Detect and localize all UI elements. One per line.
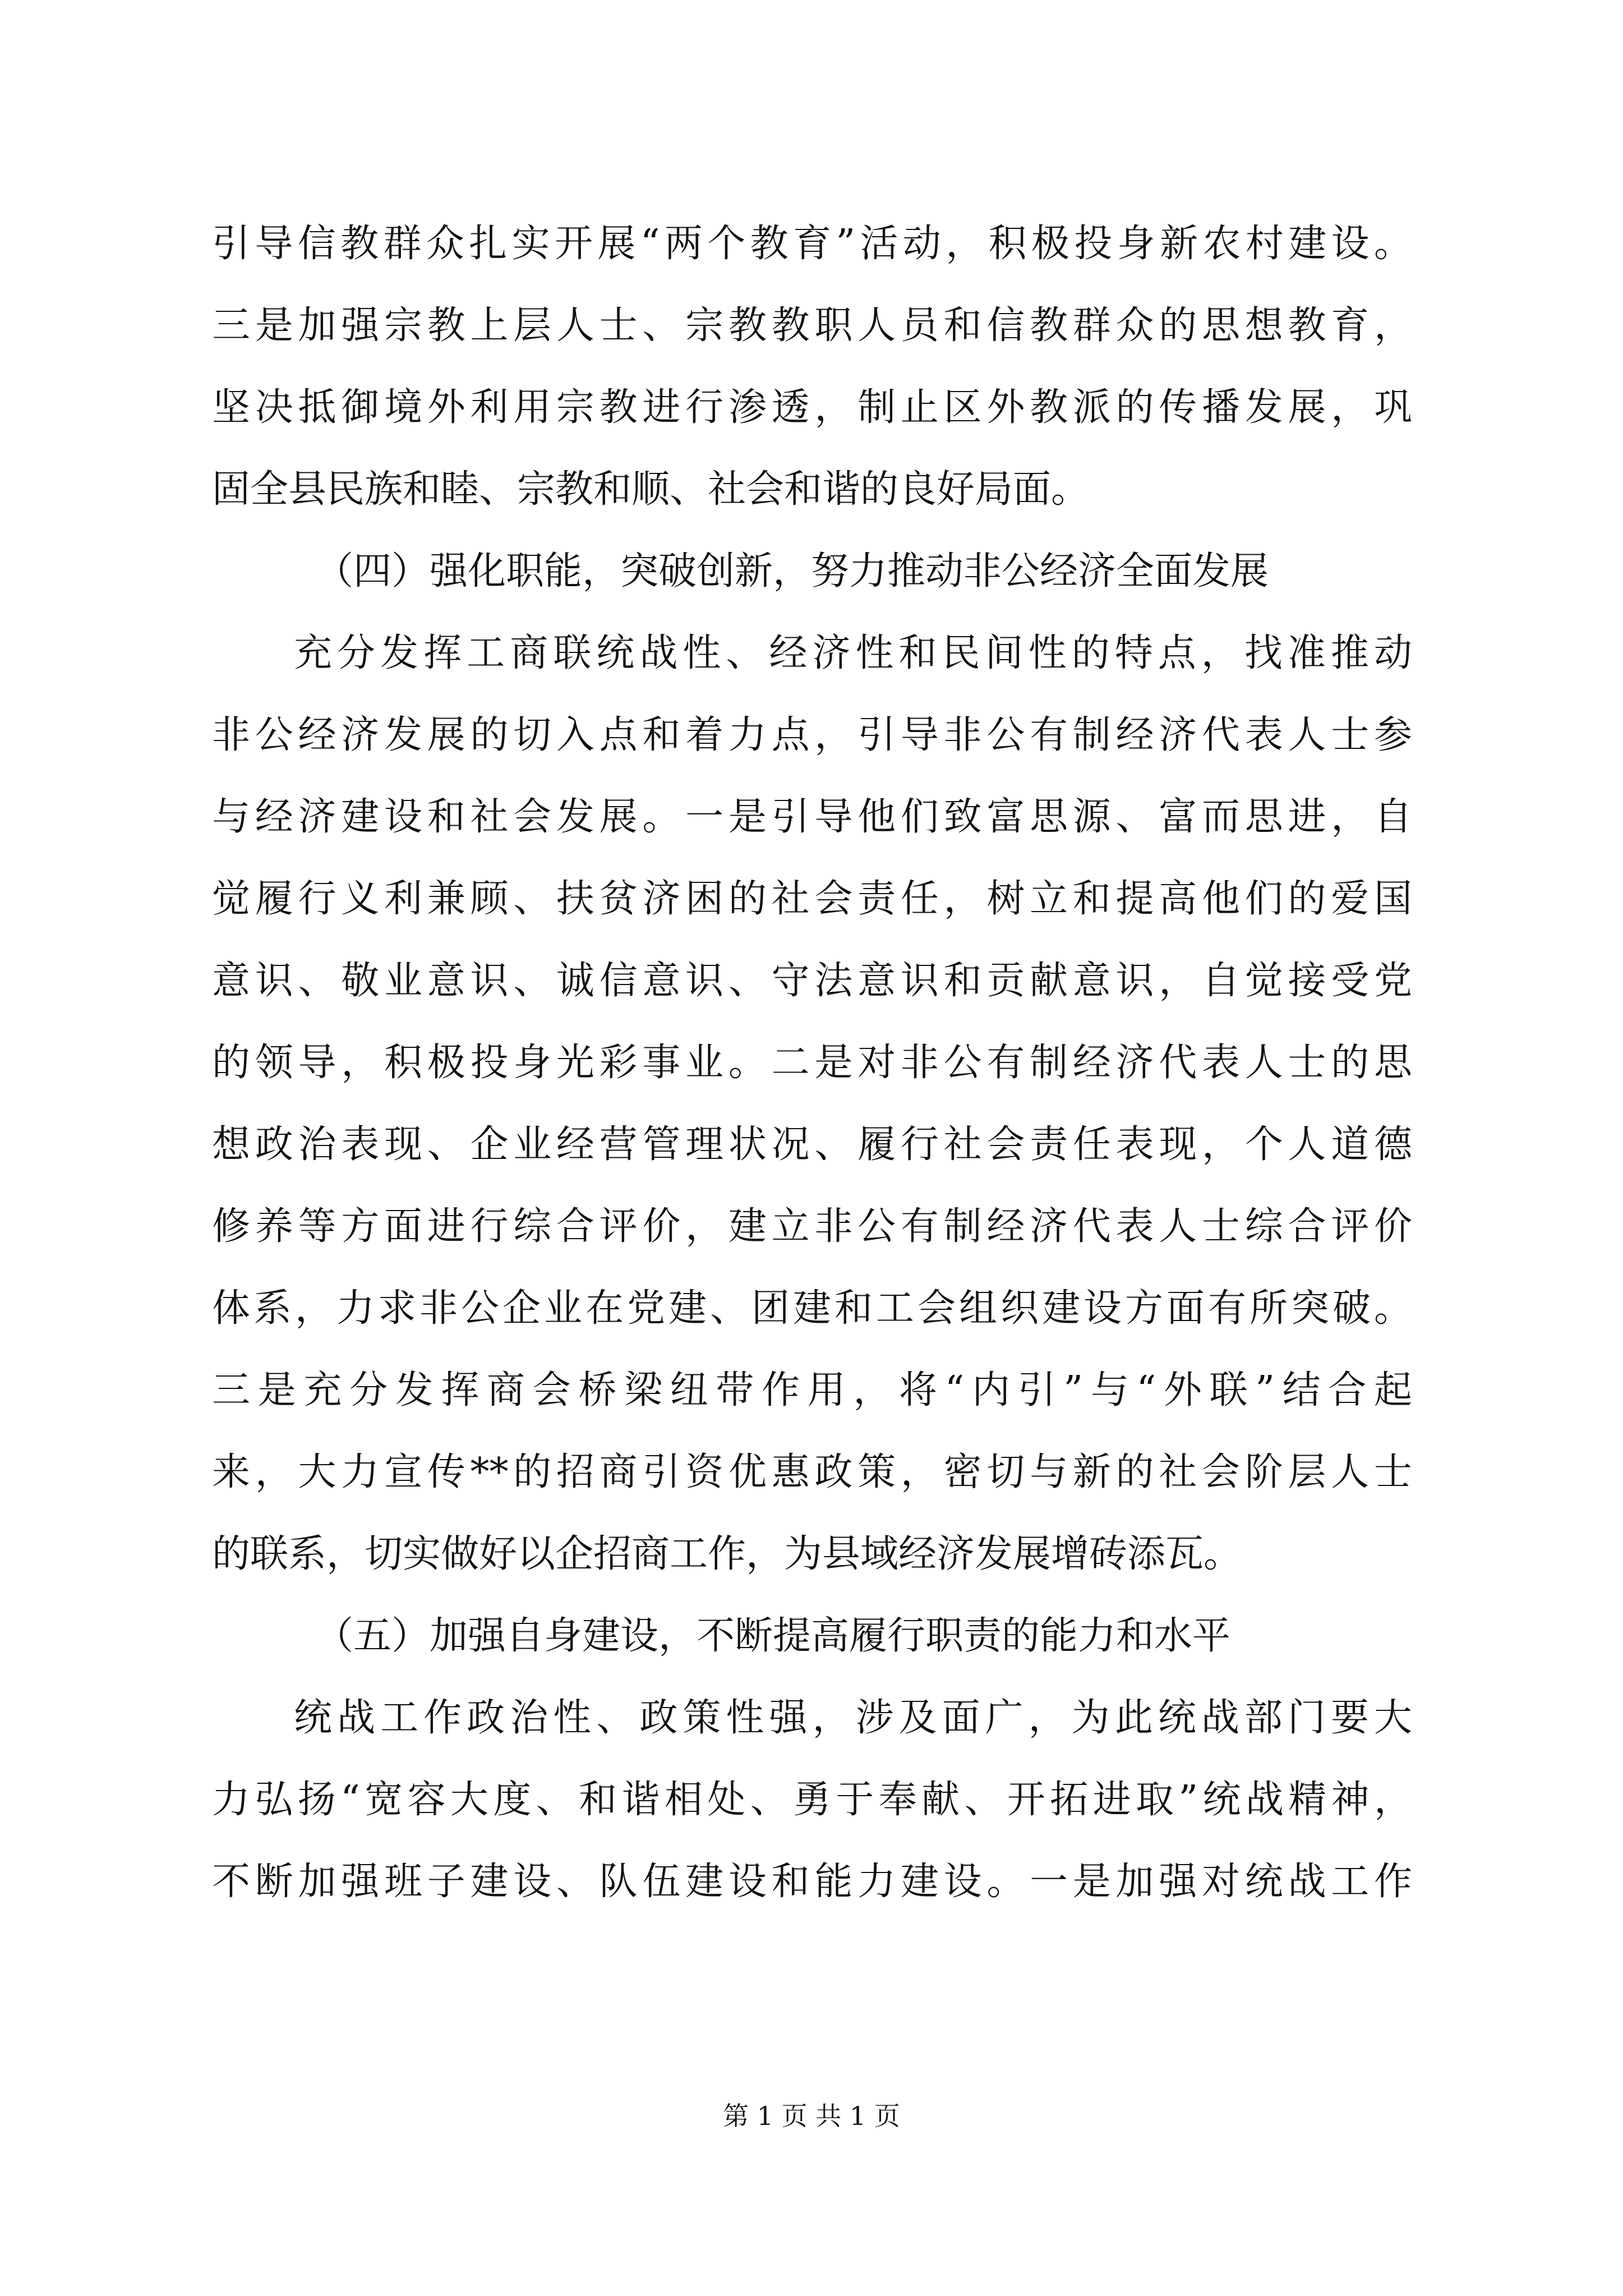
text-line-8: 与经济建设和社会发展。一是引导他们致富思源、富而思进，自 (212, 795, 1412, 839)
text-line-2: 三是加强宗教上层人士、宗教教职人员和信教群众的思想教育， (212, 303, 1412, 348)
text-line-20: 力弘扬“宽容大度、和谐相处、勇于奉献、开拓进取”统战精神， (212, 1778, 1412, 1822)
section-heading-4: （四）强化职能，突破创新，努力推动非公经济全面发展 (315, 549, 1269, 593)
text-line-4: 固全县民族和睦、宗教和顺、社会和谐的良好局面。 (212, 467, 1090, 512)
document-body (212, 203, 1412, 1923)
text-line-14: 体系，力求非公企业在党建、团建和工会组织建设方面有所突破。 (212, 1286, 1412, 1331)
text-line-17: 的联系，切实做好以企招商工作，为县域经济发展增砖添瓦。 (212, 1532, 1242, 1576)
text-line-6: 充分发挥工商联统战性、经济性和民间性的特点，找准推动 (294, 631, 1412, 675)
text-line-7: 非公经济发展的切入点和着力点，引导非公有制经济代表人士参 (212, 713, 1412, 757)
section-heading-5: （五）加强自身建设，不断提高履行职责的能力和水平 (315, 1614, 1231, 1658)
text-line-15: 三是充分发挥商会桥梁纽带作用，将“内引”与“外联”结合起 (212, 1368, 1412, 1412)
text-line-10: 意识、敬业意识、诚信意识、守法意识和贡献意识，自觉接受党 (212, 959, 1412, 1003)
text-line-1: 引导信教群众扎实开展“两个教育”活动，积极投身新农村建设。 (212, 222, 1412, 266)
text-line-12: 想政治表现、企业经营管理状况、履行社会责任表现，个人道德 (212, 1122, 1412, 1167)
text-line-13: 修养等方面进行综合评价，建立非公有制经济代表人士综合评价 (212, 1204, 1412, 1249)
text-line-16: 来，大力宣传**的招商引资优惠政策，密切与新的社会阶层人士 (212, 1450, 1412, 1494)
text-line-21: 不断加强班子建设、队伍建设和能力建设。一是加强对统战工作 (212, 1860, 1412, 1904)
page-footer: 第 1 页 共 1 页 (723, 2101, 900, 2131)
text-line-9: 觉履行义利兼顾、扶贫济困的社会责任，树立和提高他们的爱国 (212, 877, 1412, 921)
text-line-19: 统战工作政治性、政策性强，涉及面广，为此统战部门要大 (294, 1696, 1412, 1740)
text-line-3: 坚决抵御境外利用宗教进行渗透，制止区外教派的传播发展，巩 (212, 385, 1412, 430)
text-line-11: 的领导，积极投身光彩事业。二是对非公有制经济代表人士的思 (212, 1041, 1412, 1085)
